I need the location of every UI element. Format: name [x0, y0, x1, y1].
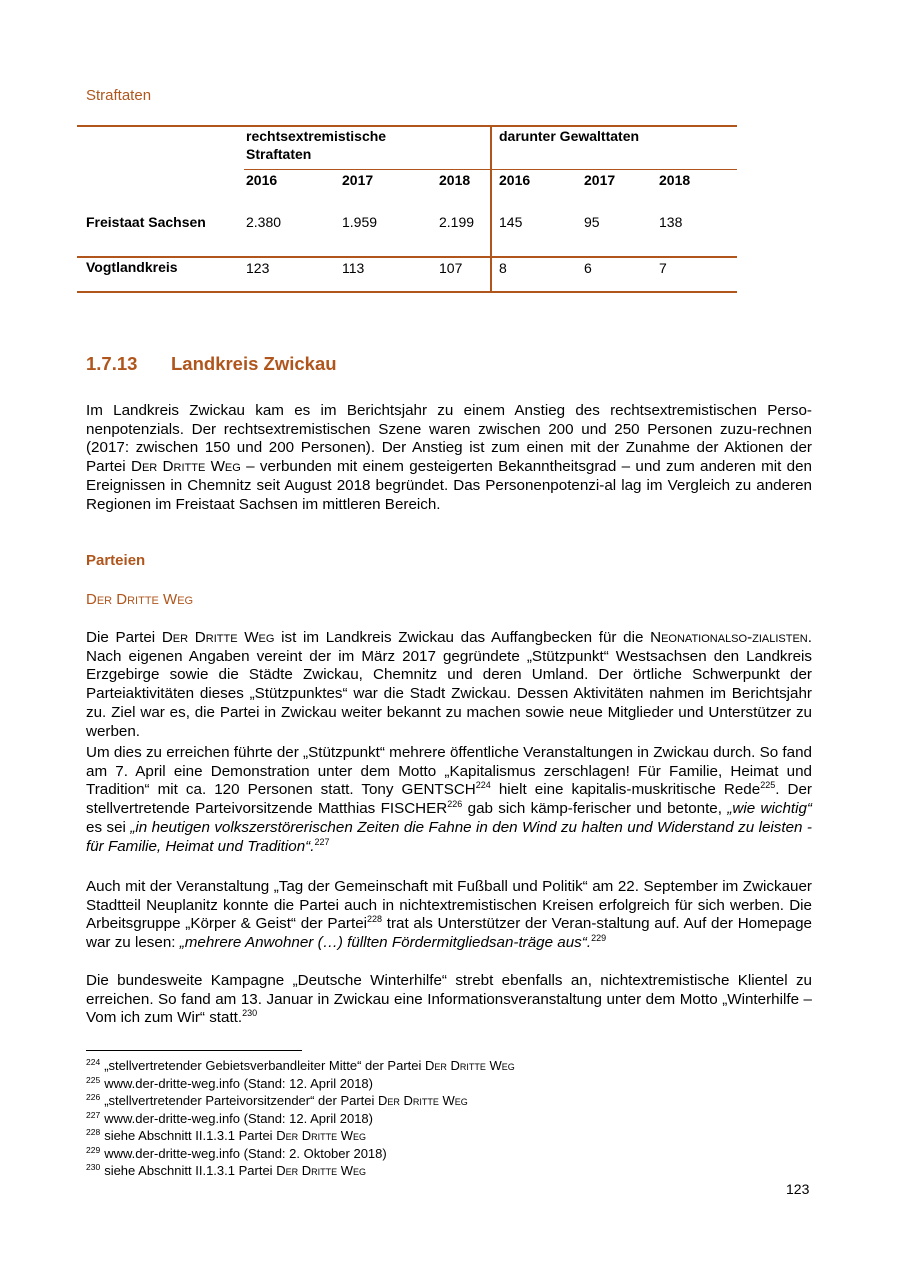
- table-cell: 7: [659, 260, 667, 276]
- year-header: 2016: [246, 172, 278, 188]
- footnote: $^{225}$ www.der-dritte-weg.info (Stand: 12. April 2018): [86, 1074, 373, 1091]
- statistics-table: [77, 125, 737, 293]
- row-label: Freistaat Sachsen: [86, 214, 206, 230]
- table-divider: [490, 125, 492, 293]
- paragraph-events: Um dies zu erreichen führte der „Stützpunkt“ mehrere öffentliche Veranstaltungen in Zwickau durch. So fand am 7. April eine Demonstration unter dem Motto „Kapitalismus zerschlagen! Für Familie, Heimat und Tradition“ mit ca. 120 Personen statt. Tony GENTSCH$^{224}$ hielt eine kapitalis-muskritische Rede$^{225}$. Der stellvertretende Parteivorsitzende Matthias FISCHER$^{226}$ gab sich kämp-ferischer und betonte, „wie wichtig“ es sei „in heutigen volkszerstörerischen Zeiten die Fahne in den Wind zu halten und Widerstand zu leisten - für Familie, Heimat und Tradition“.$^{227}$: [86, 744, 812, 855]
- year-header: 2017: [342, 172, 374, 188]
- paragraph-intro: Im Landkreis Zwickau kam es im Berichtsjahr zu einem Anstieg des rechtsextremistischen Perso-nenpotenzials. Der rechtsextremistischen Szene waren zwischen 200 und 250 Personen zuzu-rechnen (2017: zwischen 150 und 200 Personen). Der Anstieg ist zum einen mit der Zunahme der Aktionen der Partei Der Dritte Weg – verbunden mit einem gesteigerten Bekanntheitsgrad – und zum anderen mit den Ereignissen in Chemnitz seit August 2018 begründet. Das Personenpotenzi-al lag im Vergleich zu anderen Regionen im Freistaat Sachsen im mittleren Bereich.: [86, 402, 812, 513]
- table-cell: 2.380: [246, 214, 282, 230]
- section-heading: [86, 353, 337, 375]
- table-cell: 95: [584, 214, 600, 230]
- year-header: 2018: [439, 172, 471, 188]
- header-group-2: darunter Gewalttaten: [499, 128, 640, 144]
- table-cell: 138: [659, 214, 683, 230]
- subheading-party: Der Dritte Weg: [86, 591, 194, 608]
- footnote: $^{229}$ www.der-dritte-weg.info (Stand: 2. Oktober 2018): [86, 1144, 387, 1161]
- paragraph-community-day: Auch mit der Veranstaltung „Tag der Gemeinschaft mit Fußball und Politik“ am 22. September im Zwickauer Stadtteil Neuplanitz konnte die Partei auch in nichtextremistischen Kreisen erfolgreich für sich werben. Die Arbeitsgruppe „Körper & Geist“ der Partei$^{228}$ trat als Unterstützer der Veran-staltung auf. Auf der Homepage war zu lesen: „mehrere Anwohner (…) füllten Fördermitgliedsan-träge aus“.$^{229}$: [86, 878, 812, 952]
- paragraph-party: Die Partei Der Dritte Weg ist im Landkreis Zwickau das Auffangbecken für die Neonationalso-zialisten. Nach eigenen Angaben vereint der im März 2017 gegründete „Stützpunkt“ Westsachsen den Landkreis Erzgebirge sowie die Städte Zwickau, Chemnitz und deren Umland. Der örtliche Schwerpunkt der Parteiaktivitäten dieses „Stützpunktes“ war die Stadt Zwickau. Dessen Aktivitäten nahmen im Berichtsjahr zu. Ziel war es, die Partei in Zwickau weiter bekannt zu machen sowie neue Mitglieder und Unterstützer zu werben.: [86, 629, 812, 740]
- table-cell: 2.199: [439, 214, 475, 230]
- row-label: Vogtlandkreis: [86, 259, 178, 275]
- year-header: 2017: [584, 172, 616, 188]
- table-cell: 145: [499, 214, 523, 230]
- subheading-parteien: Parteien: [86, 552, 146, 569]
- table-rule-bottom: [77, 291, 737, 293]
- table-cell: 6: [584, 260, 592, 276]
- year-header: 2018: [659, 172, 691, 188]
- page-number: 123: [786, 1181, 810, 1197]
- header-group-1: rechtsextremistische Straftaten: [246, 128, 387, 162]
- table-cell: 123: [246, 260, 270, 276]
- table-caption: Straftaten: [86, 87, 152, 104]
- footnote-separator: [86, 1050, 302, 1051]
- heading-number: 1.7.13: [86, 353, 138, 374]
- table-cell: 1.959: [342, 214, 378, 230]
- footnote: $^{228}$ siehe Abschnitt II.1.3.1 Partei Der Dritte Weg: [86, 1127, 366, 1143]
- table-cell: 113: [342, 260, 365, 276]
- footnote: $^{227}$ www.der-dritte-weg.info (Stand: 12. April 2018): [86, 1109, 373, 1126]
- paragraph-winterhilfe: Die bundesweite Kampagne „Deutsche Winterhilfe“ strebt ebenfalls an, nichtextremistische Klientel zu erreichen. So fand am 13. Januar in Zwickau eine Informationsveranstaltung unter dem Motto „Winterhilfe – Vom ich zum Wir“ statt.$^{230}$: [86, 972, 812, 1027]
- footnote: $^{230}$ siehe Abschnitt II.1.3.1 Partei Der Dritte Weg: [86, 1162, 366, 1178]
- footnotes: [86, 1057, 515, 1180]
- year-header: 2016: [499, 172, 531, 188]
- footnote: $^{226}$ „stellvertretender Parteivorsitzender“ der Partei Der Dritte Weg: [86, 1092, 468, 1108]
- table-cell: 8: [499, 260, 507, 276]
- footnote: $^{224}$ „stellvertretender Gebietsverbandleiter Mitte“ der Partei Der Dritte Weg: [86, 1057, 515, 1073]
- heading-title: Landkreis Zwickau: [171, 353, 337, 374]
- table-cell: 107: [439, 260, 463, 276]
